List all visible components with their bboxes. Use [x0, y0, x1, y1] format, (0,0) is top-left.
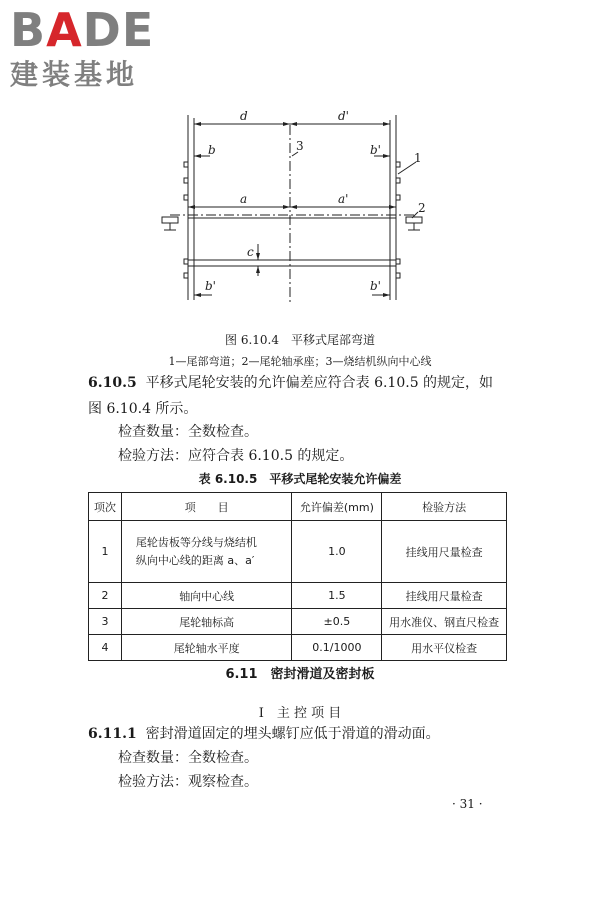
cell-method: 用水平仪检查 [382, 635, 507, 661]
cell-method: 挂线用尺量检查 [382, 583, 507, 609]
label-a: a [240, 192, 248, 206]
figure-legend: 1—尾部弯道；2—尾轮轴承座；3—烧结机纵向中心线 [168, 355, 432, 368]
cell-tolerance: ±0.5 [292, 609, 382, 635]
logo-subtitle: 建装基地 [10, 58, 139, 91]
label-c: c [247, 245, 254, 259]
label-b-prime-top: b' [370, 143, 381, 157]
clause-6-10-5-inspect-qty: 检查数量：全数检查。 [118, 424, 258, 440]
header-tolerance: 允许偏差(mm) [292, 493, 382, 521]
page-number: · 31 · [452, 797, 483, 811]
section-6-11-subtitle: Ⅰ 主 控 项 目 [258, 706, 342, 721]
cell-item: 尾轮轴标高 [121, 609, 292, 635]
header-no: 项次 [89, 493, 122, 521]
header-item: 项 目 [121, 493, 292, 521]
figure-tail-bend-diagram [150, 100, 450, 325]
cell-tolerance: 0.1/1000 [292, 635, 382, 661]
label-a-prime: a' [338, 192, 349, 206]
table-header-row [89, 493, 507, 521]
clause-6-10-5-line1: 6.10.5 平移式尾轮安装的允许偏差应符合表 6.10.5 的规定，如 [88, 375, 494, 391]
table-row [89, 583, 507, 609]
clause-6-10-5-line2: 图 6.10.4 所示。 [88, 401, 198, 417]
cell-no: 1 [89, 521, 122, 583]
logo-wordmark: BADE [10, 3, 155, 57]
table-title: 表 6.10.5 平移式尾轮安装允许偏差 [198, 472, 402, 486]
header-method: 检验方法 [382, 493, 507, 521]
clause-6-11-1-inspect-method: 检验方法：观察检查。 [118, 774, 258, 790]
label-b-prime-bottom-right: b' [370, 279, 381, 293]
table-row [89, 521, 507, 583]
label-2: 2 [418, 201, 426, 215]
cell-no: 4 [89, 635, 122, 661]
cell-method: 挂线用尺量检查 [382, 521, 507, 583]
clause-6-11-1: 6.11.1 密封滑道固定的埋头螺钉应低于滑道的滑动面。 [88, 726, 440, 742]
cell-item [121, 521, 292, 583]
clause-6-10-5-inspect-method: 检验方法：应符合表 6.10.5 的规定。 [118, 448, 354, 464]
cell-method: 用水准仪、钢直尺检查 [382, 609, 507, 635]
section-6-11-title: 6.11 密封滑道及密封板 [225, 667, 375, 682]
label-1: 1 [414, 151, 422, 165]
label-b: b [208, 143, 216, 157]
clause-6-11-1-inspect-qty: 检查数量：全数检查。 [118, 750, 258, 766]
cell-item-line2: 纵向中心线的距离 a、a′ [135, 553, 255, 567]
figure-caption: 图 6.10.4 平移式尾部弯道 [225, 333, 375, 347]
label-b-prime-bottom-left: b' [205, 279, 216, 293]
cell-tolerance: 1.0 [292, 521, 382, 583]
table-row [89, 635, 507, 661]
cell-item: 尾轮轴水平度 [121, 635, 292, 661]
cell-no: 3 [89, 609, 122, 635]
tolerance-table [88, 492, 507, 661]
cell-item-line1: 尾轮齿板等分线与烧结机 [135, 535, 257, 549]
cell-item: 轴向中心线 [121, 583, 292, 609]
table-row [89, 609, 507, 635]
cell-tolerance: 1.5 [292, 583, 382, 609]
label-d-prime: d' [338, 109, 349, 123]
label-d: d [240, 109, 248, 123]
cell-no: 2 [89, 583, 122, 609]
bade-logo [10, 3, 180, 92]
label-3: 3 [296, 139, 304, 153]
